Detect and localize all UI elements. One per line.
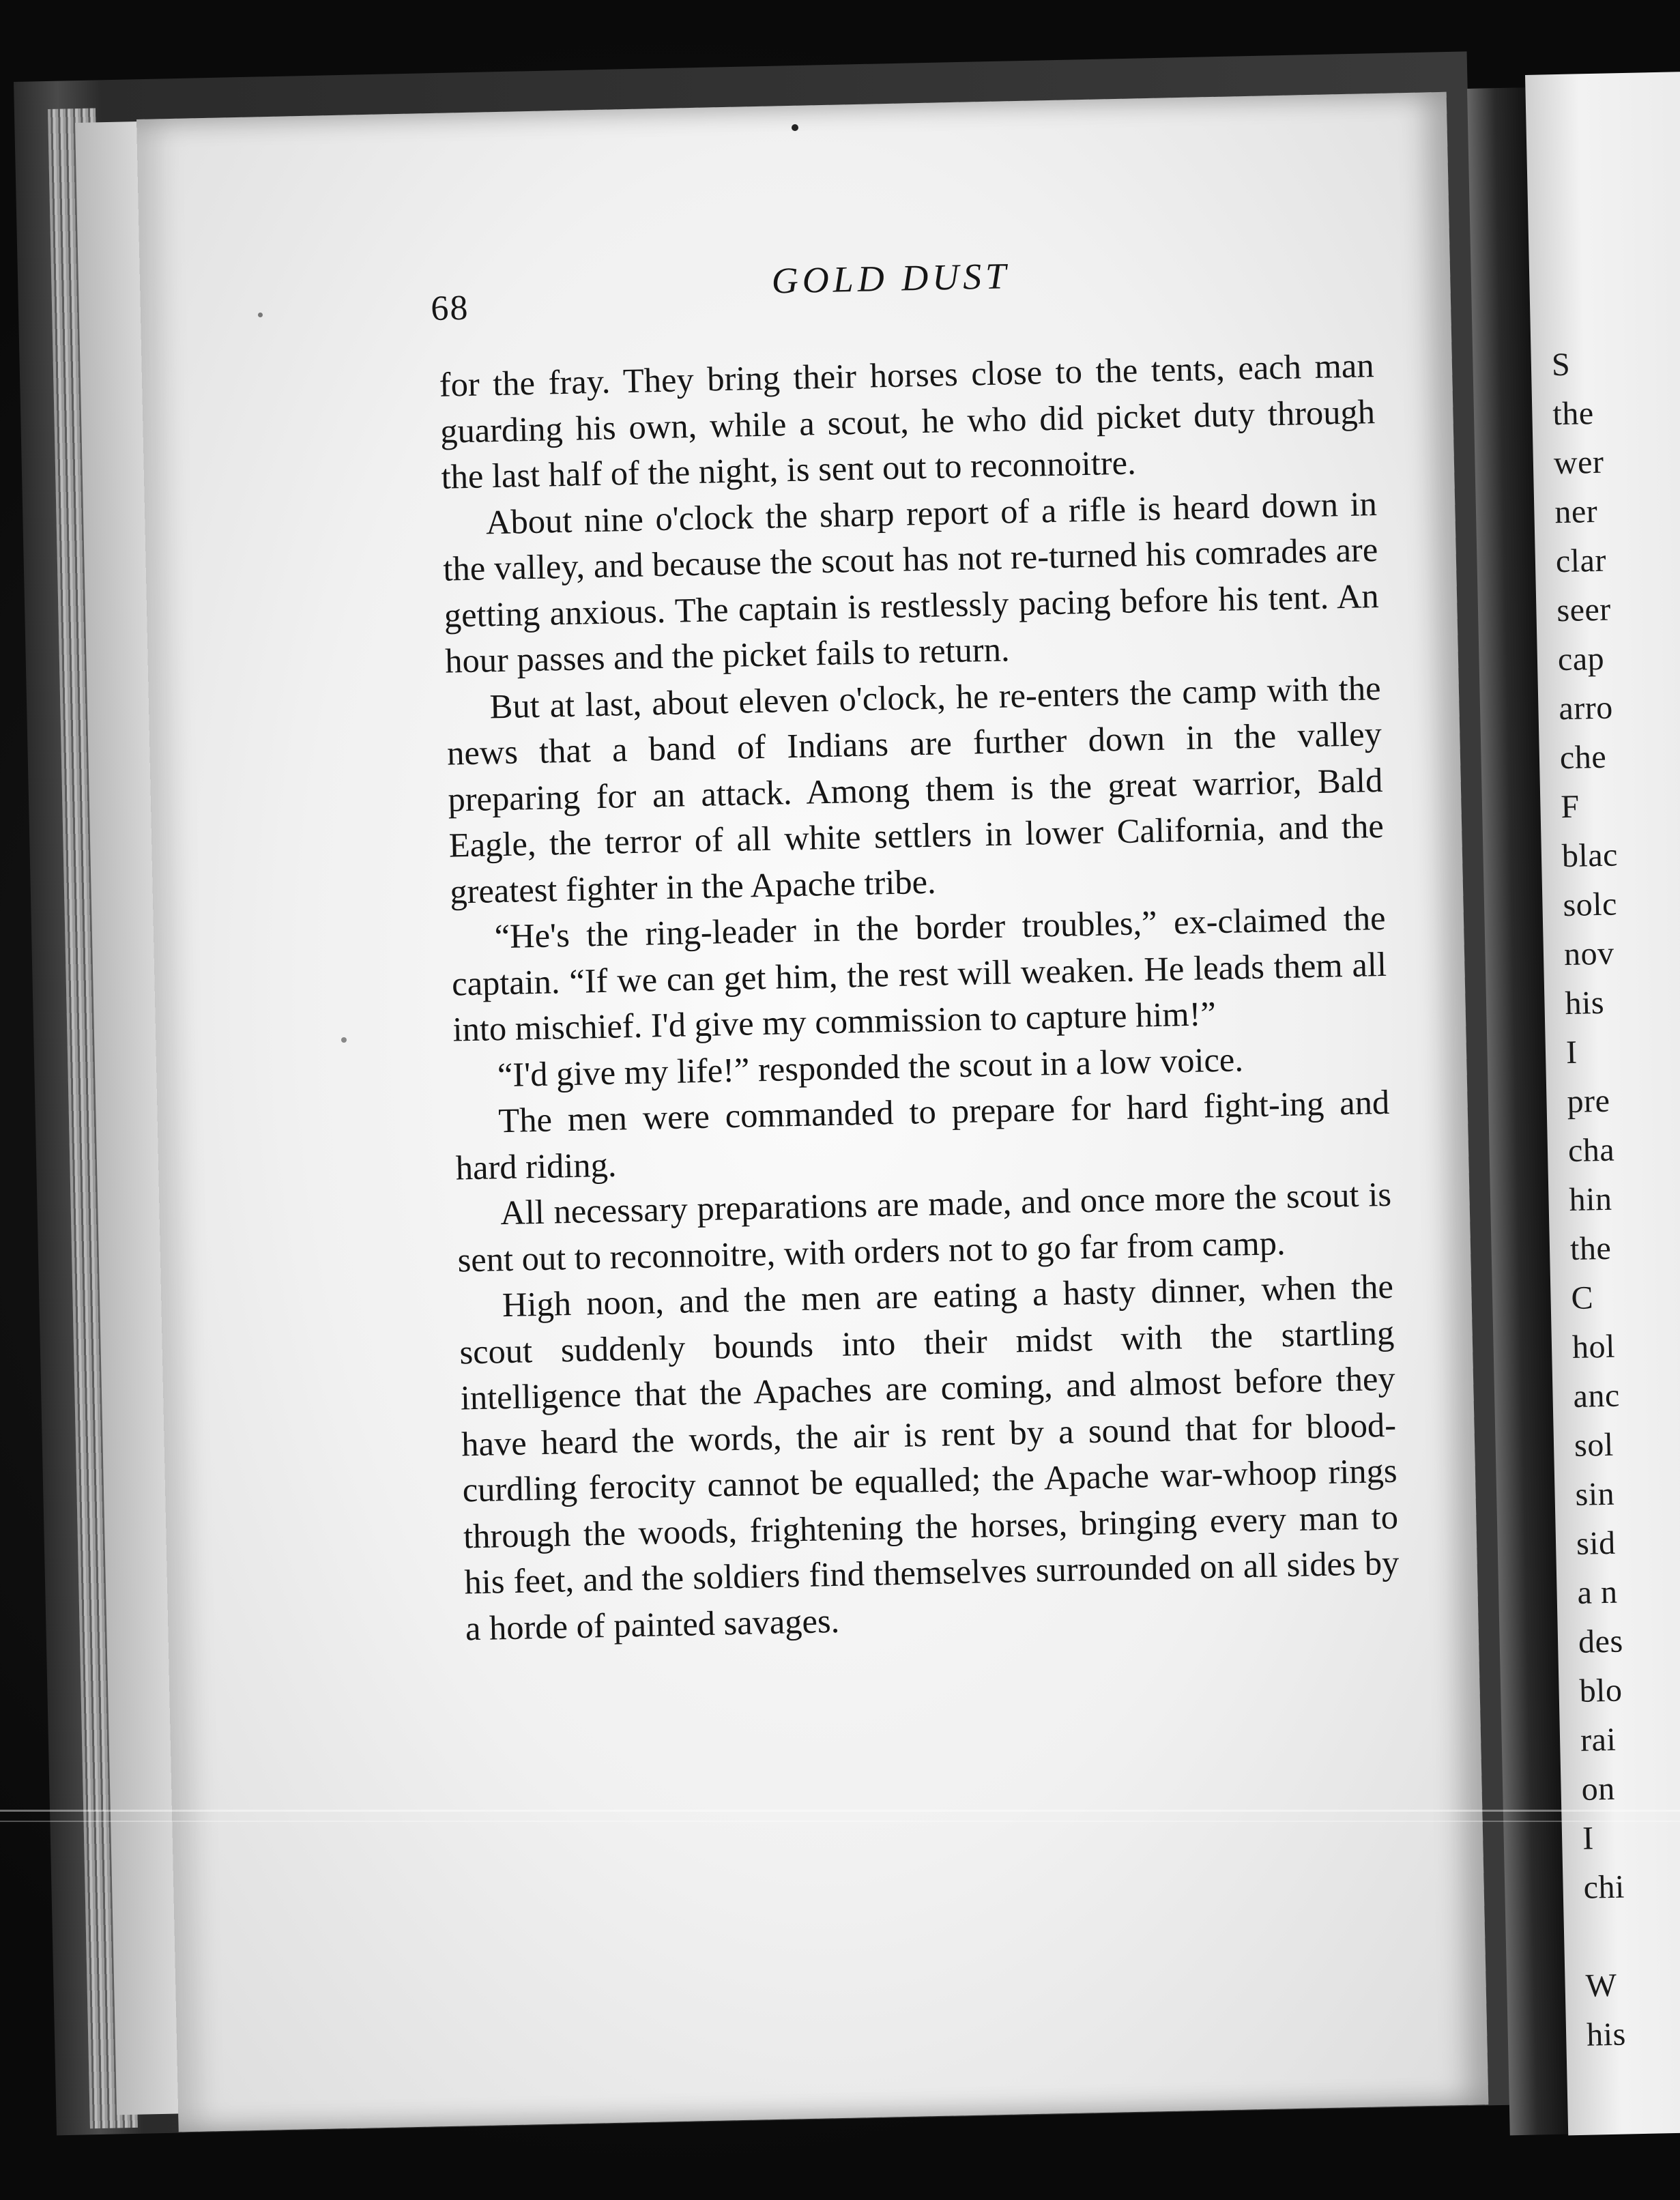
paragraph: But at last, about eleven o'clock, he re-enters the camp with the news that a band of Indians are further down in the valley preparing for an attack. Among them is the great warrior, Bald Eagle, the terror of all white settlers in lower California, and the greatest fighter in the Apache tribe. [446,668,1385,911]
paragraph: “I'd give my life!” responded the scout in a low voice. [497,1039,1244,1094]
right-page-line: W [1585,1967,1618,2004]
running-title: GOLD DUST [771,255,1011,302]
right-page-line: blo [1579,1672,1623,1709]
paragraph: All necessary preparations are made, and once more the scout is sent out to reconnoitre, with orders not to go far from camp. [457,1174,1392,1279]
right-page-text [1551,340,1643,2060]
paragraph: About nine o'clock the sharp report of a rifle is heard down in the valley, and because the scout has not re-turned his comrades are getting anxious. The captain is restlessly pacing before his tent. An hour passes and the picket fails to return. [442,484,1380,680]
right-page-line: sol [1574,1426,1614,1464]
right-page-line: nov [1563,935,1615,973]
film-speck [341,1037,347,1043]
right-page-line: I [1565,1034,1578,1071]
body-text [439,343,1400,1651]
right-page-line: the [1552,395,1595,433]
right-page-line: arro [1558,689,1614,727]
right-page-line: C [1570,1279,1594,1316]
right-page-line: S [1551,346,1571,383]
right-page-line: ner [1554,493,1598,531]
right-page-line: hin [1568,1181,1612,1219]
right-page-line: his [1586,2016,1627,2053]
right-page-line: F [1560,788,1580,826]
right-page-line: cha [1567,1131,1615,1170]
right-page-line: sin [1575,1475,1615,1513]
right-page-line: pre [1566,1082,1610,1120]
right-page-line [1584,1911,1640,1962]
right-page-line: a n [1577,1574,1618,1611]
right-page-line: sid [1576,1524,1617,1562]
right-page-line: clar [1555,542,1607,580]
right-page-line: the [1569,1230,1612,1267]
right-page-line: wer [1553,444,1604,482]
right-page-line: cap [1557,640,1605,678]
right-page-line: blac [1561,837,1619,875]
right-page-line: des [1578,1623,1624,1660]
right-page-line: hol [1572,1328,1616,1365]
right-page-line: on [1581,1770,1616,1808]
right-page-line: his [1564,984,1605,1022]
film-scratch [0,1821,1680,1822]
paragraph: High noon, and the men are eating a hasty dinner, when the scout suddenly bounds into their midst with the startling intelligence that the Apaches are coming, and almost before they have heard the words, the air is rent by a sound that for blood-curdling ferocity cannot be equalled; the Apache war-whoop rings through the woods, frightening the horses, bringing every man to his feet, and the soldiers find themselves surrounded on all sides by a horde of painted savages. [459,1267,1400,1647]
page-number: 68 [430,288,470,328]
film-speck [792,124,798,131]
paragraph: “He's the ring-leader in the border troubles,” ex-claimed the captain. “If we can get him, the rest will weaken. He leads them all into mischief. I'd give my commission to capture him!” [451,898,1387,1049]
right-page-line: solc [1562,886,1618,924]
right-page-line: seer [1556,591,1612,629]
film-scratch [0,1810,1680,1812]
right-page-line: rai [1580,1721,1617,1758]
paragraph: for the fray. They bring their horses close to the tents, each man guarding his own, while a scout, he who did picket duty through the last half of the night, is sent out to reconnoitre. [439,346,1376,496]
right-page-line: chi [1583,1868,1625,1906]
right-page-line: anc [1573,1377,1621,1415]
film-speck [258,313,263,317]
paragraph: The men were commanded to prepare for hard fight-ing and hard riding. [455,1082,1390,1187]
right-page-line: I [1582,1820,1595,1857]
right-page-line: che [1559,738,1607,777]
